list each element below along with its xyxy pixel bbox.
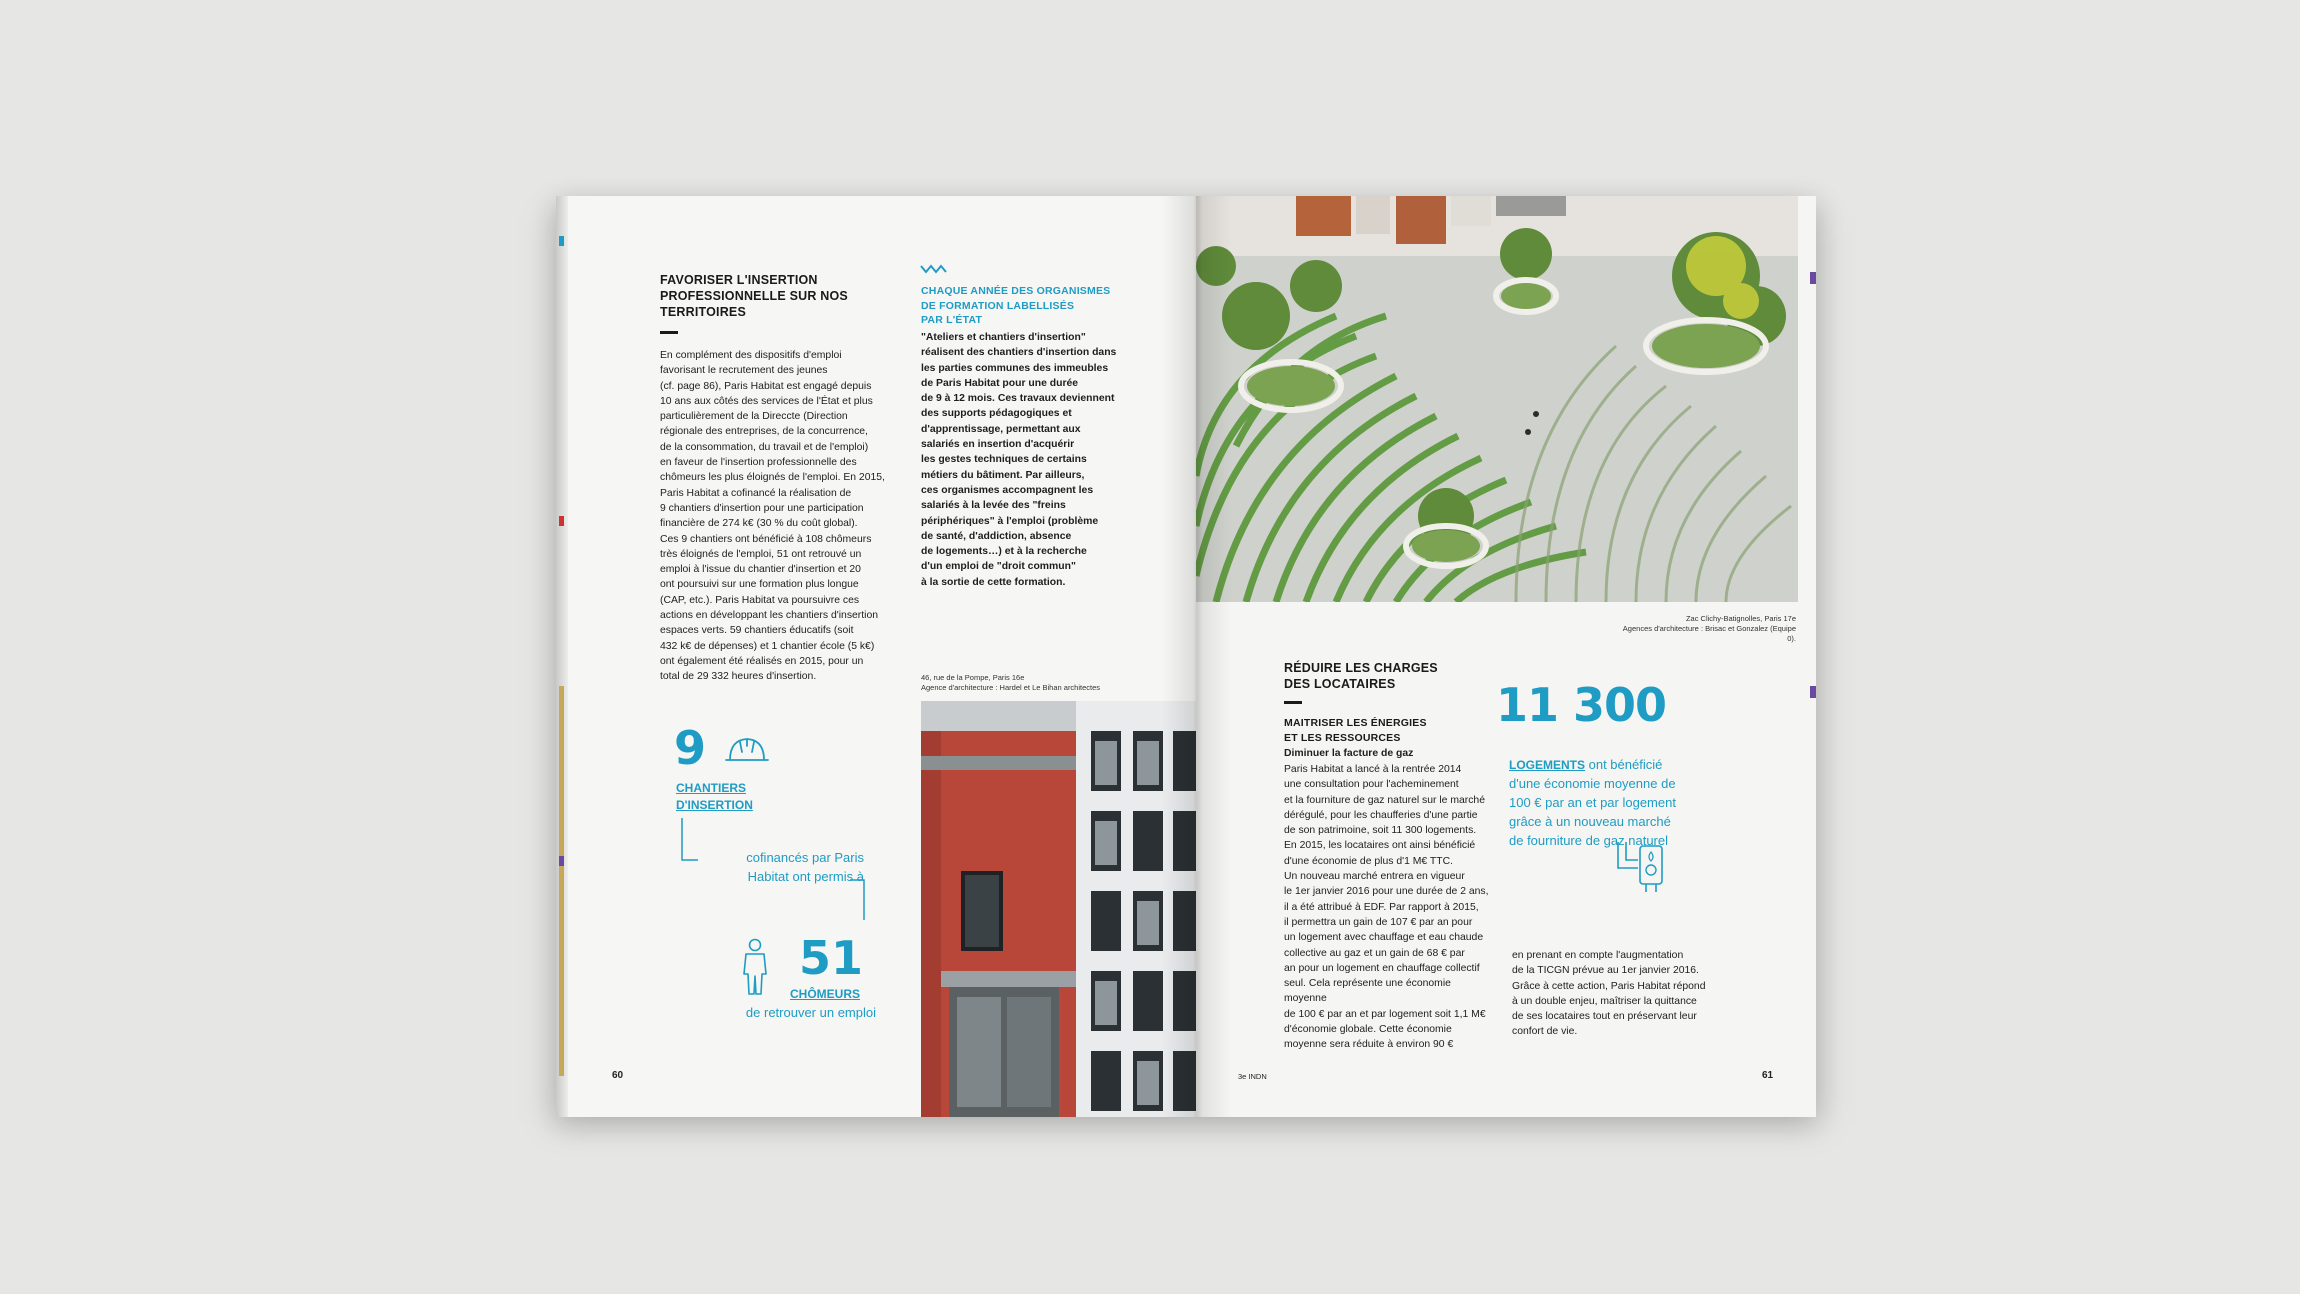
body-text-right-continued: en prenant en compte l'augmentation de la TICGN prévue au 1er janvier 2016. Grâce à cette action, Paris Habitat répond à un double enjeu, maîtriser la quittance de ses locataires tout en préservant leur confort de vie. — [1512, 950, 1706, 1038]
sidebar-heading: CHAQUE ANNÉE DES ORGANISMES DE FORMATION LABELLISÉS PAR L'ÉTAT — [921, 285, 1111, 326]
page-number-right: 61 — [1762, 1070, 1774, 1081]
gas-boiler-icon — [1616, 840, 1672, 900]
courtyard-photo-image — [1196, 196, 1798, 602]
sidebar-body: "Ateliers et chantiers d'insertion" réalisent des chantiers d'insertion dans les parties communes des immeubles de Paris Habitat pour une durée de 9 à 12 mois. Ces travaux deviennent des supports pédagogiques et d'apprentissage, permettant aux salariés en insertion d'acquérir les gestes techniques de certains métiers du bâtiment. Par ailleurs, ces organismes accompagnent les salariés à la levée des "freins périphériques" à l'emploi (problème de santé, d'addiction, absence de logements…) et à la recherche d'un emploi de "droit commun" à la sortie de cette formation. — [921, 332, 1117, 588]
page-edge-marker — [559, 236, 564, 246]
page-edge-accent — [559, 686, 564, 1076]
stat-chomeurs-number: 51 — [799, 931, 864, 985]
stat-chantiers-label: CHANTIERS D'INSERTION — [676, 781, 753, 812]
photo-caption-left: 46, rue de la Pompe, Paris 16e Agence d'architecture : Hardel et Le Bihan architectes — [921, 673, 1101, 692]
stat-logements-block — [1509, 736, 1709, 850]
subsubheading: Diminuer la facture de gaz — [1284, 748, 1414, 759]
stat-logements-text: ont bénéficié d'une économie moyenne de 100 € par an et par logement grâce à un nouveau marché de fourniture de gaz naturel — [1509, 757, 1676, 848]
worker-person-icon — [740, 938, 770, 998]
body-text: En complément des dispositifs d'emploi favorisant le recrutement des jeunes (cf. page 86), Paris Habitat est engagé depuis 10 ans aux côtés des services de l'État et plus particulièrement de la Direccte (Direction régionale des entreprises, de la concurrence, de la consommation, du travail et de l'emploi) en faveur de l'insertion professionnelle des chômeurs les plus éloignés de l'emploi. En 2015, Paris Habitat a cofinancé la réalisation de 9 chantiers d'insertion pour une participation financière de 274 k€ (30 % du coût global). Ces 9 chantiers ont bénéficié à 108 chômeurs très éloignés de l'emploi, 51 ont retrouvé un emploi à l'issue du chantier d'insertion et 20 ont poursuivi sur une formation plus longue (CAP, etc.). Paris Habitat va poursuivre ces actions en développant les chantiers d'insertion espaces verts. 59 chantiers éducatifs (soit 432 k€ de dépenses) et 1 chantier école (5 k€) ont également été réalisés en 2015, pour un total de 29 332 heures d'insertion. — [660, 350, 885, 683]
right-page — [1196, 196, 1816, 1117]
heading-rule-right — [1284, 701, 1302, 704]
building-photo — [921, 701, 1196, 1117]
photo-caption-right: Zac Clichy-Batignolles, Paris 17e Agences d'architecture : Brisac et Gonzalez (Equipe 0). — [1622, 614, 1796, 643]
page-edge-marker — [1810, 686, 1816, 698]
page-edge-marker — [559, 856, 564, 866]
courtyard-photo — [1196, 196, 1798, 602]
magazine-spread — [556, 196, 1816, 1117]
subheading: MAITRISER LES ÉNERGIES ET LES RESSOURCES — [1284, 717, 1427, 744]
page-edge-marker — [559, 516, 564, 526]
hard-hat-icon — [722, 732, 772, 766]
body-text-right: Paris Habitat a lancé à la rentrée 2014 une consultation pour l'acheminement et la fourniture de gaz naturel sur le marché dérégulé, pour les chaufferies d'une partie de son patrimoine, soit 11 300 logements. En 2015, les locataires ont ainsi bénéficié d'une économie de plus d'1 M€ TTC. Un nouveau marché entrera en vigueur le 1er janvier 2016 pour une durée de 2 ans, il a été attribué à EDF. Par rapport à 2015, il permettra un gain de 107 € par an pour un logement avec chauffage et eau chaude collective au gaz et un gain de 68 € par an pour un logement en chauffage collectif seul. Cela représente une économie moyenne de 100 € par an et par logement soit 1,1 M€ d'économie globale. Cette économie moyenne sera réduite à environ 90 € — [1284, 764, 1489, 1051]
section-heading: FAVORISER L'INSERTION PROFESSIONNELLE SUR NOS TERRITOIRES — [660, 273, 848, 319]
stat-logements-label: LOGEMENTS — [1509, 758, 1586, 772]
wave-ornament-icon — [920, 264, 950, 274]
heading-rule — [660, 331, 678, 334]
section-heading-right: RÉDUIRE LES CHARGES DES LOCATAIRES — [1284, 661, 1438, 691]
stat-chomeurs-label: CHÔMEURS — [790, 987, 861, 1001]
stat-connector-text: cofinancés par Paris Habitat ont permis à — [746, 850, 864, 884]
footer-tag: 3e INDN — [1238, 1072, 1267, 1081]
page-number-left: 60 — [612, 1070, 624, 1081]
building-photo-image — [921, 701, 1196, 1117]
stat-chantiers-number: 9 — [674, 721, 707, 775]
left-page — [556, 196, 1196, 1117]
stat-chomeurs-text: de retrouver un emploi — [745, 1005, 876, 1020]
stat-logements-number: 11 300 — [1496, 678, 1667, 732]
page-edge-marker — [1810, 272, 1816, 284]
